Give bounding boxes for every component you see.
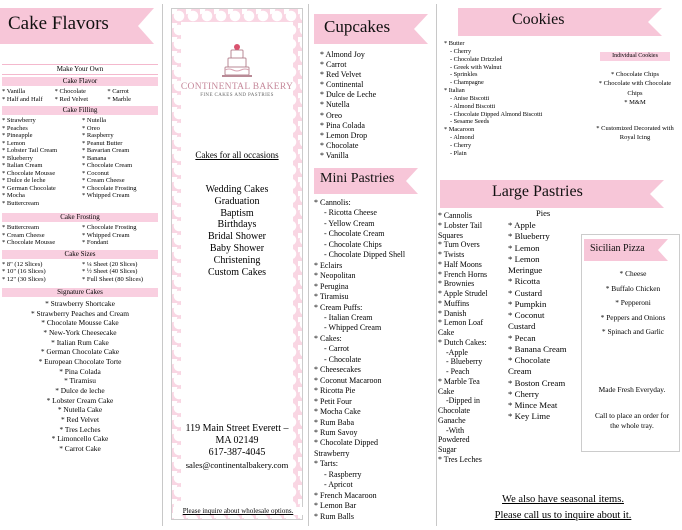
list-item: * Continental xyxy=(320,80,364,90)
sicilian-pizza-banner xyxy=(584,239,658,261)
list-item: - Champagne xyxy=(450,79,484,87)
list-item: * Peaches xyxy=(2,124,28,132)
list-item: * Half Moons xyxy=(438,259,482,269)
phone-number: 617-387-4045 xyxy=(208,447,266,458)
cookies-banner xyxy=(458,8,648,36)
list-item: * Oreo xyxy=(82,124,100,132)
cake-flavor-header: Cake Flavor xyxy=(2,77,158,86)
list-item: * Custard xyxy=(508,287,542,298)
list-item: * Chocolate Cream xyxy=(82,162,133,169)
list-item: * Coconut Macaroon xyxy=(314,375,382,385)
list-item: - Carrot xyxy=(324,344,350,354)
list-item: * German Chocolate xyxy=(2,184,56,192)
cake-filling-list xyxy=(2,117,158,207)
list-item: * Peppers and Onions xyxy=(600,312,666,322)
list-item: -Apple xyxy=(446,347,468,357)
list-item: * Cheesecakes xyxy=(314,365,361,375)
list-item: * Chocolate Mousse Cake xyxy=(41,318,119,328)
logo-tagline: FINE CAKES AND PASTRIES xyxy=(200,93,274,98)
list-item: * Blueberry xyxy=(508,231,550,242)
list-item: - Almond xyxy=(450,134,474,142)
cookies-list xyxy=(444,40,542,158)
list-item: * Mocha xyxy=(2,192,25,199)
made-fresh-note: Made Fresh Everyday. xyxy=(598,385,666,394)
list-item: * Mocha Cake xyxy=(314,407,361,417)
list-item: * ½ Sheet (40 Slices) xyxy=(82,268,138,275)
list-item: * Lemon xyxy=(2,139,26,147)
list-item: * Macaroon xyxy=(444,126,475,134)
list-item: * Strawberry Shortcake xyxy=(45,299,115,308)
list-item: * Chocolate Frosting xyxy=(82,184,137,192)
list-item: * Pepperoni xyxy=(615,298,651,308)
cake-frosting-list xyxy=(2,224,158,247)
list-item: Cake xyxy=(438,386,455,396)
list-item: * Marble xyxy=(107,95,131,103)
list-item: * 8" (12 Slices) xyxy=(2,260,43,268)
list-item: Powdered xyxy=(438,435,470,445)
list-item: * Dulce de leche xyxy=(2,177,46,184)
list-item: * Buttercream xyxy=(2,224,39,231)
list-item: Custard xyxy=(508,321,536,332)
list-item: * Apple xyxy=(508,220,536,230)
mini-pastries-banner xyxy=(314,168,406,194)
list-item: - Greek with Walnut xyxy=(450,63,502,71)
cupcakes-list xyxy=(320,50,376,161)
list-item: * Pineapple xyxy=(2,132,33,139)
list-item: * Dulce de Leche xyxy=(320,90,377,100)
list-item: Sugar xyxy=(438,445,457,454)
list-item: * Carrot Cake xyxy=(59,443,101,453)
list-item: * Lemon xyxy=(508,253,540,264)
list-item: Graduation xyxy=(214,195,260,207)
signature-cakes-header: Signature Cakes xyxy=(2,288,158,297)
center-panel xyxy=(171,0,303,530)
sicilian-pizza-list xyxy=(590,269,676,342)
list-item: - Anise Biscotti xyxy=(450,94,490,102)
list-item: Ganache xyxy=(438,415,466,425)
banner-ribbon-tail xyxy=(138,8,154,44)
large-pastries-list xyxy=(438,211,508,465)
cake-flavors-title: Cake Flavors xyxy=(8,13,109,34)
list-item: - Chocolate Cream xyxy=(324,229,385,239)
list-item: * Muffins xyxy=(438,298,470,308)
individual-cookies-header: Individual Cookies xyxy=(600,52,670,61)
list-item: * Pina Colada xyxy=(320,120,365,130)
make-your-own-header: Make Your Own xyxy=(2,64,158,75)
list-item: * Nutella xyxy=(320,100,350,110)
list-item: * Lemon xyxy=(508,242,540,253)
list-item: - Chocolate Dipped Shell xyxy=(324,250,406,260)
list-item: * Ricotta Pie xyxy=(314,386,356,396)
list-item: * Cream Cheese xyxy=(2,231,45,239)
list-item: * Peanut Butter xyxy=(82,139,123,147)
list-item: * Almond Joy xyxy=(320,50,365,59)
list-item: * Red Velvet xyxy=(54,95,89,103)
list-item: - Apricot xyxy=(324,480,353,490)
list-item: * Chocolate Chips xyxy=(610,71,660,78)
list-item: - Cherry xyxy=(450,47,472,55)
list-item: * Vanilla xyxy=(2,88,26,95)
list-item: * Full Sheet (80 Slices) xyxy=(82,275,144,283)
list-item: * French Macaroon xyxy=(314,490,377,500)
list-item: * Lobster Tail Cream xyxy=(2,147,58,154)
cake-sizes-list xyxy=(2,261,158,284)
banner-ribbon-tail xyxy=(406,168,418,194)
list-item: * Tiramisu xyxy=(314,292,349,302)
list-item: * Half and Half xyxy=(2,95,43,103)
call-order-note: Call to place an order for the whole tray. xyxy=(594,411,670,430)
list-item: * Eclairs xyxy=(314,260,343,270)
list-item: * Dulce de leche xyxy=(55,385,105,395)
list-item: Christening xyxy=(213,254,261,266)
cookies-column xyxy=(438,0,682,530)
list-item: * Chocolate Dipped xyxy=(314,438,378,448)
list-item: * 12" (30 Slices) xyxy=(2,275,46,283)
pies-header: Pies xyxy=(536,208,551,218)
bakery-logo xyxy=(179,40,295,112)
list-item: * Cheese xyxy=(619,269,647,278)
list-item: * Nutella Cake xyxy=(57,405,103,415)
list-item: * Coconut xyxy=(508,310,545,320)
list-item: * Chocolate with Chocolate Chips xyxy=(598,80,672,97)
seasonal-note-1: We also have seasonal items. xyxy=(502,494,624,505)
list-item: - Raspberry xyxy=(324,469,362,479)
cupcakes-banner xyxy=(314,14,414,44)
banner-ribbon-tail xyxy=(650,180,664,208)
list-item: * Rum Balls xyxy=(314,511,355,521)
sicilian-pizza-title: Sicilian Pizza xyxy=(590,243,645,254)
list-item: * Turn Overs xyxy=(438,240,480,250)
list-item: * Nutella xyxy=(82,117,107,124)
large-pastries-title: Large Pastries xyxy=(492,183,583,200)
address-line-2: MA 02149 xyxy=(215,435,259,446)
list-item: * Cream Cheese xyxy=(82,177,125,184)
list-item: * Petit Four xyxy=(314,396,352,406)
list-item: * Whipped Cream xyxy=(82,192,130,199)
banner-ribbon-tail xyxy=(414,14,428,44)
list-item: * Limoncello Cake xyxy=(51,434,109,444)
list-item: * Chocolate xyxy=(320,140,359,150)
list-item: * German Chocolate Cake xyxy=(40,347,120,357)
column-divider xyxy=(308,4,309,526)
mini-pastries-list xyxy=(314,198,436,522)
list-item: Birthdays xyxy=(217,219,257,231)
list-item: Meringue xyxy=(508,265,543,275)
list-item: * Lobster Cream Cake xyxy=(46,395,114,405)
list-item: Custom Cakes xyxy=(207,266,267,278)
cake-frosting-header: Cake Frosting xyxy=(2,213,158,222)
signature-cakes-list xyxy=(2,299,158,454)
customized-cookies: * Customized Decorated with Royal Icing xyxy=(596,125,674,141)
list-item: - Sprinkles xyxy=(450,71,478,79)
list-item: * Banana Cream xyxy=(508,343,567,354)
list-item: * Red Velvet xyxy=(60,414,100,424)
list-item: * Rum Baba xyxy=(314,417,354,427)
list-item: Baptism xyxy=(220,207,254,219)
list-item: * Pina Colada xyxy=(59,366,101,376)
list-item: * Tarts: xyxy=(314,459,338,469)
list-item: -Dipped in xyxy=(446,396,480,406)
logo-name: CONTINENTAL BAKERY xyxy=(180,82,294,92)
list-item: * Buttercream xyxy=(2,199,39,207)
list-item: * M&M xyxy=(624,98,646,106)
list-item: * Oreo xyxy=(320,110,342,120)
column-divider xyxy=(436,4,437,526)
list-item: * Bavarian Cream xyxy=(82,147,130,154)
pies-list xyxy=(508,220,584,423)
list-item: * Chocolate Frosting xyxy=(82,224,137,231)
list-item: * Italian xyxy=(444,87,465,95)
cake-sizes-header: Cake Sizes xyxy=(2,250,158,259)
email-link[interactable]: sales@continentalbakery.com xyxy=(185,460,289,470)
list-item: * New-York Cheesecake xyxy=(43,327,117,337)
sicilian-pizza-box xyxy=(581,234,680,452)
list-item: - Chocolate xyxy=(324,354,362,364)
large-pastries-banner xyxy=(440,180,650,208)
cake-filling-header: Cake Filling xyxy=(2,106,158,115)
list-item: * Pumpkin xyxy=(508,298,547,309)
cake-flavors-banner xyxy=(0,8,138,44)
list-item: - Blueberry xyxy=(446,357,483,367)
list-item: * Cannolis xyxy=(438,211,472,220)
list-item: - Almond Biscotti xyxy=(450,102,496,110)
list-item: * Coconut xyxy=(82,169,109,177)
list-item: Wedding Cakes xyxy=(205,184,269,195)
list-item: * Strawberry xyxy=(2,117,36,124)
list-item: * Cherry xyxy=(508,388,540,399)
list-item: * Chocolate xyxy=(508,355,551,365)
list-item: * Buffalo Chicken xyxy=(605,283,661,293)
list-item: - Yellow Cream xyxy=(324,218,375,228)
occasions-list xyxy=(179,184,295,278)
list-item: * Cakes: xyxy=(314,333,342,343)
list-item: * Italian Cream xyxy=(2,162,43,169)
list-item: * Lemon Loaf xyxy=(438,318,484,328)
list-item: Cream xyxy=(508,366,532,377)
list-item: * Ricotta xyxy=(508,276,541,287)
list-item: * Chocolate xyxy=(54,88,86,95)
list-item: * Chocolate Mousse xyxy=(2,239,56,246)
list-item: * Carrot xyxy=(107,88,129,95)
list-item: * Lobster Tail xyxy=(438,220,483,230)
list-item: - Chocolate Drizzled xyxy=(450,55,503,63)
cupcakes-column xyxy=(310,0,436,530)
cake-flavors-column xyxy=(0,0,160,530)
list-item: - Chocolate Chips xyxy=(324,239,382,249)
list-item: * Marble Tea xyxy=(438,376,480,386)
wholesale-note: Please inquire about wholesale options. xyxy=(173,507,303,515)
address-line-1: 119 Main Street Everett – xyxy=(185,423,289,434)
list-item: * Tres Leches xyxy=(59,424,101,434)
list-item: Baby Shower xyxy=(209,242,265,254)
list-item: - Ricotta Cheese xyxy=(324,208,377,218)
list-item: * Spinach and Garlic xyxy=(601,327,665,337)
list-item: * Lemon Drop xyxy=(320,130,368,140)
cake-flavor-list xyxy=(2,88,158,103)
list-item: Cake xyxy=(438,328,455,337)
list-item: -With xyxy=(446,425,465,435)
cake-icon xyxy=(217,40,257,80)
list-item: * Boston Cream xyxy=(508,377,566,388)
list-item: * Chocolate Mousse xyxy=(2,169,56,177)
list-item: * Whipped Cream xyxy=(82,231,130,239)
column-divider xyxy=(162,4,163,526)
list-item: * Lemon Bar xyxy=(314,501,357,511)
list-item: - Cherry xyxy=(450,141,472,149)
list-item: * Perugina xyxy=(314,281,349,291)
list-item: * Pecan xyxy=(508,332,536,343)
banner-ribbon-tail xyxy=(658,239,668,261)
list-item: * European Chocolate Torte xyxy=(38,356,122,366)
list-item: * Cannolis: xyxy=(314,198,351,207)
contact-block xyxy=(177,423,297,471)
cookies-title: Cookies xyxy=(512,11,565,28)
occasions-header: Cakes for all occasions xyxy=(195,150,279,160)
seasonal-note-2: Please call us to inquire about it. xyxy=(494,510,632,521)
list-item: * Vanilla xyxy=(320,150,349,160)
list-item: * Neopolitan xyxy=(314,271,356,281)
list-item: * Rum Savoy xyxy=(314,427,358,437)
list-item: * Fondant xyxy=(82,239,109,246)
list-item: * Raspberry xyxy=(82,132,114,139)
list-item: * Key Lime xyxy=(508,411,551,422)
list-item: * Mince Meat xyxy=(508,400,558,410)
list-item: * Tres Leches xyxy=(438,454,482,464)
mini-pastries-title: Mini Pastries xyxy=(320,171,395,186)
list-item: * Tiramisu xyxy=(64,376,96,386)
list-item: * Strawberry Peaches and Cream xyxy=(30,308,130,318)
list-item: * Butter xyxy=(444,40,465,47)
banner-ribbon-tail xyxy=(648,8,662,36)
list-item: * Banana xyxy=(82,154,107,162)
list-item: * Apple Strudel xyxy=(438,289,488,298)
list-item: * Dutch Cakes: xyxy=(438,337,487,347)
list-item: * Carrot xyxy=(320,60,347,70)
list-item: - Sesame Seeds xyxy=(450,118,490,126)
cupcakes-title: Cupcakes xyxy=(324,17,391,36)
individual-cookies-list xyxy=(598,70,672,107)
list-item: - Chocolate Dipped Almond Biscotti xyxy=(450,110,543,118)
list-item: * Blueberry xyxy=(2,154,33,162)
list-item: * Red Velvet xyxy=(320,70,362,80)
list-item: * Italian Rum Cake xyxy=(51,337,109,347)
list-item: Squares xyxy=(438,230,463,240)
list-item: * Brownies xyxy=(438,279,475,289)
list-item: - Italian Cream xyxy=(324,312,373,322)
list-item: * Twists xyxy=(438,250,465,259)
list-item: - Peach xyxy=(446,367,470,376)
list-item: Bridal Shower xyxy=(207,231,267,243)
list-item: Strawberry xyxy=(314,448,350,458)
list-item: - Plain xyxy=(450,149,467,157)
list-item: * 10" (16 Slices) xyxy=(2,268,46,275)
list-item: * ¼ Sheet (20 Slices) xyxy=(82,260,138,268)
list-item: * French Horns xyxy=(438,269,488,279)
list-item: Chocolate xyxy=(438,406,470,415)
list-item: - Whipped Cream xyxy=(324,323,382,333)
list-item: * Cream Puffs: xyxy=(314,302,363,312)
list-item: * Danish xyxy=(438,308,467,318)
